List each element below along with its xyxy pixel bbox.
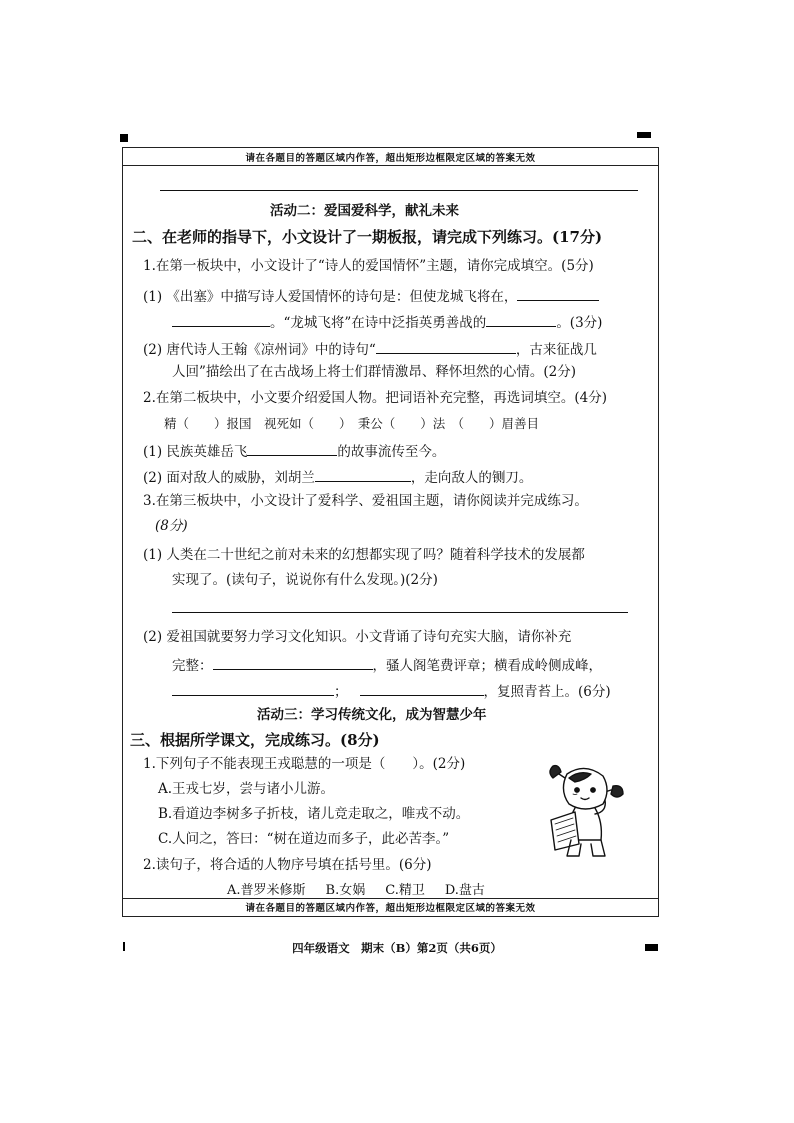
bottom-divider bbox=[123, 898, 658, 899]
question-2-1-2-line2: 人回”描绘出了在古战场上将士们群情激昂、释怀坦然的心情。(2分) bbox=[172, 364, 577, 380]
question-2-3-1-line1: (1) 人类在二十世纪之前对未来的幻想都实现了吗？随着科学技术的发展都 bbox=[143, 547, 585, 563]
blank-poem-a[interactable] bbox=[213, 657, 373, 670]
blank-poem-c[interactable] bbox=[360, 683, 484, 696]
blank-poem-b[interactable] bbox=[172, 683, 334, 696]
page-footer: 四年级语文 期末（B）第2页（共6页） bbox=[292, 941, 502, 955]
question-2-3-score: (8分) bbox=[155, 518, 188, 534]
blank-general-meaning[interactable] bbox=[486, 314, 556, 327]
question-2-1-1-line1 bbox=[143, 288, 599, 305]
question-2-3: 3.在第三板块中，小文设计了爱科学、爱祖国主题，请你阅读并完成练习。 bbox=[143, 493, 588, 509]
registration-mark-top-left bbox=[120, 134, 128, 142]
question-2-2: 2.在第二板块中，小文要介绍爱国人物。把词语补充完整，再选词填空。(4分) bbox=[143, 390, 608, 406]
activity2-heading: 活动二：爱国爱科学，献礼未来 bbox=[270, 203, 459, 219]
name-option-c: C.精卫 bbox=[385, 883, 425, 898]
question-2-2-1: (1) 民族英雄岳飞 的故事流传至今。 bbox=[143, 444, 446, 460]
question-2-1-2-line1: (2) 唐代诗人王翰《凉州词》中的诗句“ ，古来征战几 bbox=[143, 342, 597, 358]
answer-line-discovery[interactable] bbox=[172, 612, 628, 613]
name-option-a: A.普罗米修斯 bbox=[227, 883, 306, 898]
name-option-b: B.女娲 bbox=[325, 883, 366, 898]
option-c: C.人问之，答曰：“树在道边而多子，此必苦李。” bbox=[158, 831, 450, 847]
option-a: A.王戎七岁，尝与诸小儿游。 bbox=[158, 781, 335, 797]
registration-mark-top-right bbox=[637, 132, 651, 138]
question-2-3-2-line2: 完整： ，骚人阁笔费评章；横看成岭侧成峰， bbox=[172, 658, 602, 674]
question-2-3-1-line2: 实现了。(读句子，说说你有什么发现。)(2分) bbox=[172, 572, 438, 588]
reading-girl-illustration bbox=[545, 760, 625, 860]
word-fill-row: 精（ ）报国 视死如（ ） 秉公（ ）法 （ ）眉善目 bbox=[164, 416, 540, 431]
option-b: B.看道边李树多子折枝，诸儿竞走取之，唯戎不动。 bbox=[158, 806, 470, 822]
question-2-1: 1.在第一板块中，小文设计了“诗人的爱国情怀”主题，请你完成填空。(5分) bbox=[143, 258, 594, 274]
top-warning-banner: 请在各题目的答题区域内作答，超出矩形边框限定区域的答案无效 bbox=[245, 153, 536, 164]
blank-yuefei[interactable] bbox=[247, 443, 337, 456]
blank-poem-line[interactable] bbox=[517, 288, 599, 301]
question-2-2-2: (2) 面对敌人的威胁，刘胡兰 ，走向敌人的铡刀。 bbox=[143, 470, 533, 486]
section2-title: 二、在老师的指导下，小文设计了一期板报，请完成下列练习。(17分) bbox=[132, 228, 603, 246]
section3-title: 三、根据所学课文，完成练习。(8分) bbox=[130, 731, 380, 749]
name-option-d: D.盘古 bbox=[444, 883, 485, 898]
question-3-1: 1.下列句子不能表现王戎聪慧的一项是（ ）。(2分) bbox=[143, 756, 466, 772]
question-3-2: 2.读句子，将合适的人物序号填在括号里。(6分) bbox=[143, 857, 432, 873]
blank-liangzhouci[interactable] bbox=[376, 341, 516, 354]
name-options-row bbox=[227, 884, 485, 897]
question-2-3-2-line1: (2) 爱祖国就要努力学习文化知识。小文背诵了诗句充实大脑，请你补充 bbox=[143, 629, 572, 645]
question-2-1-1-line2: 。“龙城飞将”在诗中泛指英勇善战的 。(3分) bbox=[172, 314, 602, 331]
top-divider bbox=[123, 165, 658, 166]
blank-liuhulan[interactable] bbox=[315, 469, 411, 482]
bottom-warning-banner: 请在各题目的答题区域内作答，超出矩形边框限定区域的答案无效 bbox=[245, 903, 536, 914]
blank-poem-line-2[interactable] bbox=[172, 314, 270, 327]
question-2-3-2-line3: ； ，复照青苔上。(6分) bbox=[172, 683, 611, 700]
activity3-heading: 活动三：学习传统文化，成为智慧少年 bbox=[257, 707, 487, 723]
question-2-1-1-text: (1) 《出塞》中描写诗人爱国情怀的诗句是：但使龙城飞将在， bbox=[143, 289, 518, 305]
answer-line-continued[interactable] bbox=[160, 190, 638, 191]
